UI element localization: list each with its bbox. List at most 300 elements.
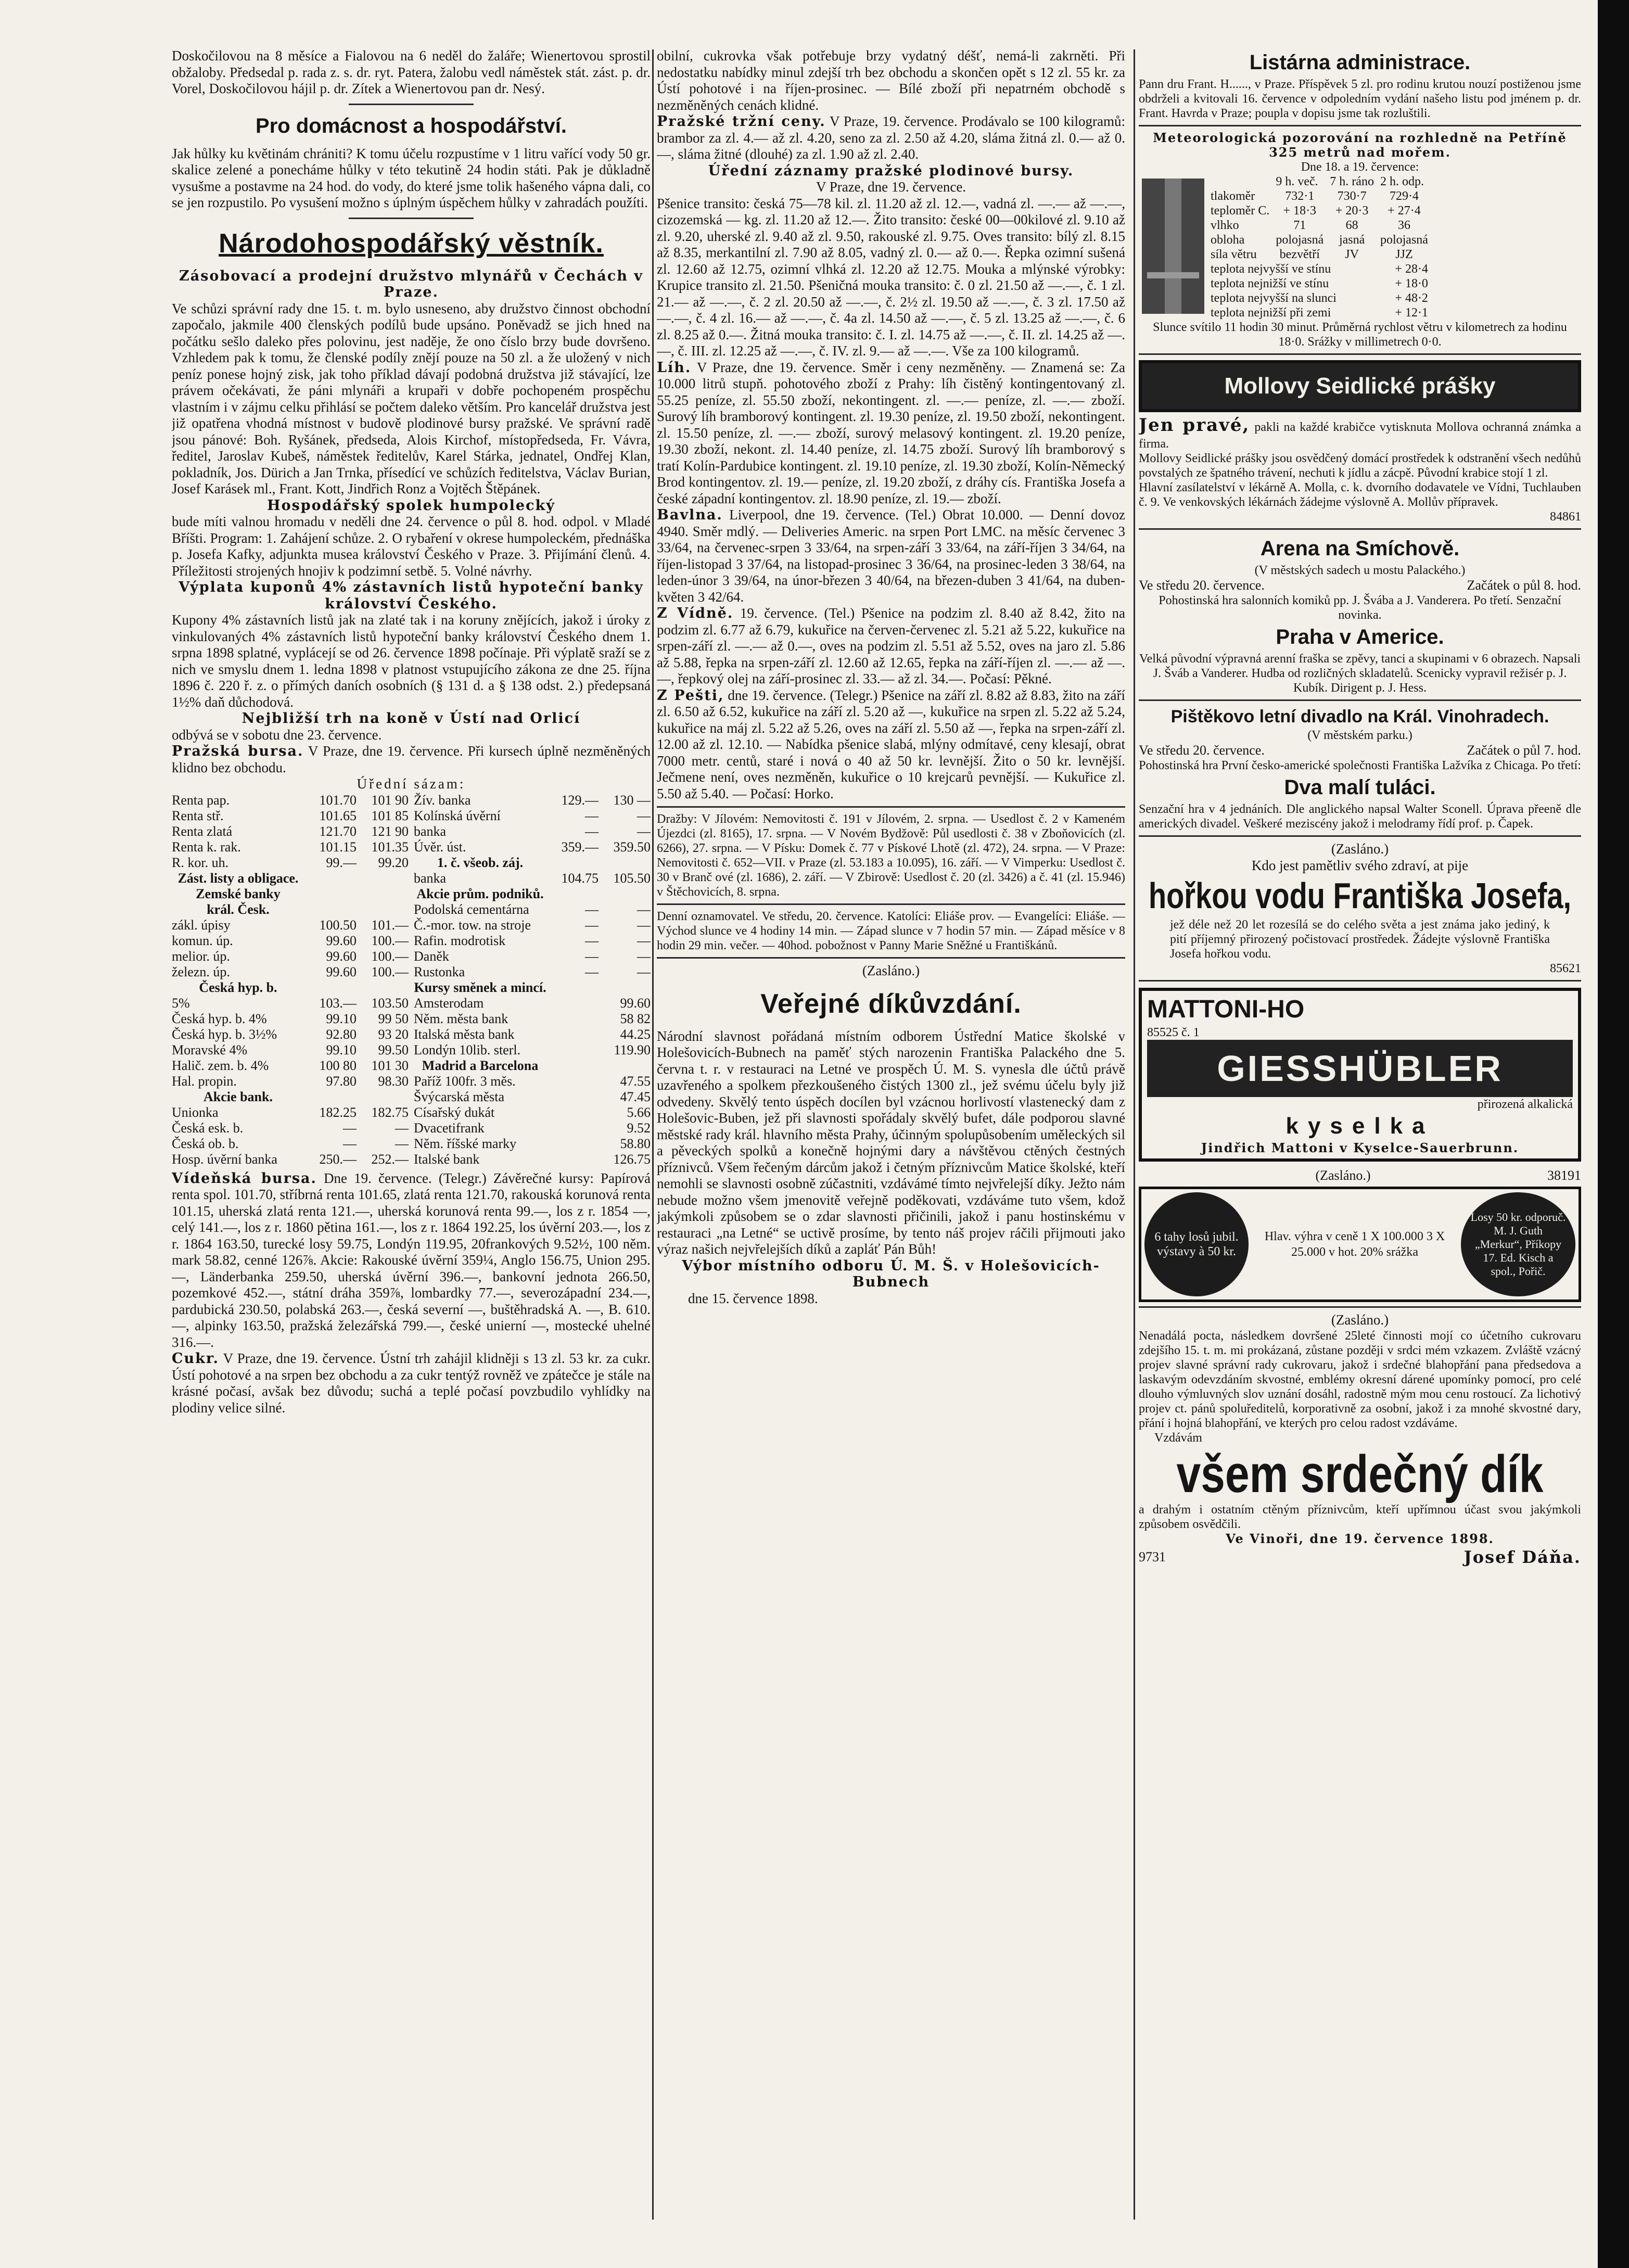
exchange-bid: 99.10 (326, 1011, 357, 1026)
exchange-row (414, 933, 651, 949)
exchange-row (172, 933, 409, 949)
exchange-name: Akcie prům. podniků. (416, 886, 544, 901)
article-listarna: Pann dru Frant. H......, v Praze. Příspěvek 5 zl. pro rodinu krutou nouzí postiženou jsme obdrželi a kvitovali 16. července v odpoledním vydání našeho listu pod jménem p. dr. Frant. Havrda v Praze; poupla v dopisu jsme tak rozluštili. (1139, 78, 1581, 120)
exchange-ask: — (637, 901, 651, 917)
exchange-ask: 100.— (371, 948, 409, 964)
exchange-ask: — (637, 933, 651, 948)
heading-dikuvzdani: Veřejné díkůvzdání. (760, 988, 1022, 1019)
meteo-extreme-row (1207, 276, 1431, 291)
meteo-value: + 27·4 (1388, 204, 1421, 218)
exchange-name: Zemské banky (196, 886, 281, 901)
exchange-name: Česká esk. b. (172, 1120, 244, 1136)
exchange-bid: 103.— (319, 995, 357, 1011)
exchange-name: Kolínská úvěrní (414, 808, 501, 823)
los-left-badge: 6 tahy losů jubil. výstavy à 50 kr. (1144, 1192, 1249, 1296)
exchange-row (414, 980, 651, 996)
exchange-bid: — (343, 1120, 357, 1136)
exchange-ask (357, 902, 409, 918)
pistek-start: Začátek o půl 7. hod. (1467, 743, 1581, 758)
exchange-bid (546, 855, 599, 871)
exchange-ask (599, 855, 651, 871)
exchange-ask: — (637, 823, 651, 839)
meteo-header-cell: 9 h. več. (1276, 175, 1318, 188)
exchange-ask: 101.35 (371, 839, 409, 855)
exchange-row (172, 1011, 409, 1027)
meteo-header-cell: 7 h. ráno (1330, 175, 1374, 188)
moll-pravo: Jen pravé, (1139, 415, 1250, 436)
divider (1139, 1306, 1581, 1308)
arena-text: Pohostinská hra salonních komiků pp. J. Švába a J. Vanderera. Po třetí. Senzační novinka. (1159, 594, 1561, 622)
exchange-bid (304, 980, 357, 996)
exchange-ask: 99.50 (378, 1042, 409, 1057)
exchange-row (414, 1120, 651, 1136)
exchange-bid: 99.60 (326, 948, 357, 964)
horka-text: jež déle než 20 let rozesílá se do celého světa a jest známa jako jediný, k pití příjemný přirozený počistovací prostředek. Žádejte výslovně Františka Josefa hořkou vodu. (1170, 918, 1550, 961)
heading-pistek: Pištěkovo letní divadlo na Král. Vinohradech. (1170, 707, 1549, 727)
exchange-row (172, 886, 409, 902)
dik-small: a drahým i ostatním ctěným příznivcům, kteří upřímnou účast svou jakýmkoli způsobem osvědčili. (1139, 1502, 1581, 1531)
exchange-bid: — (585, 917, 599, 933)
exchange-name: Londýn 10lib. sterl. (414, 1042, 521, 1057)
exchange-bid: — (585, 808, 599, 823)
article-title-cukr: Cukr. (172, 1350, 219, 1367)
divider (657, 957, 1125, 959)
exchange-name: banka (414, 823, 447, 839)
exchange-ask (357, 871, 409, 886)
zaslano-label: (Zasláno.) (862, 963, 920, 978)
exchange-name: Něm. města bank (414, 1011, 508, 1026)
exchange-ask: 105.50 (613, 870, 651, 886)
exchange-ask (599, 1058, 651, 1074)
article-title-trh: Nejbližší trh na koně v Ústí nad Orlicí (241, 710, 581, 727)
exchange-row (414, 1152, 651, 1167)
article-title-plodiny: Úřední záznamy pražské plodinové bursy. (708, 162, 1074, 179)
exchange-bid (546, 1058, 599, 1074)
exchange-name: král. Česk. (207, 901, 270, 917)
exchange-ask: 47.55 (620, 1073, 651, 1089)
meteo-value: JV (1345, 248, 1359, 261)
giesshubler-logo: GIESSHÜBLER (1147, 1040, 1573, 1097)
column-right (1139, 48, 1581, 2223)
exchange-row (414, 1058, 651, 1074)
column-middle (657, 48, 1125, 2223)
article-bavlna: Liverpool, dne 19. července. (Tel.) Obrat 10.000. — Denní dovoz 4940. Směr mdlý. — Deliveries Americ. na srpen Port LMC. na měsíc červenec 3 33/64, na červenec-srpen 3 33/64, na srpen-září 3 33/64, na září-říjen 3 34/64, na říjen-listopad 3 37/64, na listopad-prosinec 3 36/64, na prosinec-leden 3 38/64, na leden-únor 3 39/64, na únor-březen 3 40/64, na březen-duben 3 41/64, na duben-květen 3 42/64. (657, 507, 1125, 605)
exchange-row (172, 902, 409, 918)
exchange-row (172, 1105, 409, 1120)
exchange-bid: — (585, 948, 599, 964)
article-title-druzstvo: Zásobovací a prodejní družstvo mlynářů v Čechách v Praze. (179, 267, 643, 300)
exchange-name: Unionka (172, 1104, 219, 1120)
exchange-bid (546, 1011, 599, 1027)
meteo-row (1207, 189, 1431, 203)
ad-number: 84861 (1550, 510, 1581, 524)
meteo-value: 732·1 (1285, 189, 1315, 203)
exchange-bid (546, 1136, 599, 1152)
moll-text: Mollovy Seidlické prášky jsou osvědčený domácí prostředek k odstranění všech nedůhů povstalých ze špatného trávení, nechuti k jídlu a zácpě. Původní krabice stojí 1 zl. (1139, 452, 1581, 480)
divider (1139, 353, 1581, 355)
exchange-ask: 126.75 (613, 1151, 651, 1167)
los-ad (1139, 1187, 1581, 1302)
meteo-table (1207, 174, 1431, 320)
meteo-block (1139, 174, 1581, 320)
moll-banner: Mollovy Seidlické prášky (1139, 360, 1581, 412)
meteo-value: JJZ (1395, 248, 1413, 261)
exchange-row (414, 1042, 651, 1058)
meteo-extreme-label: teplota nejvyšší ve stínu (1211, 262, 1331, 276)
exchange-bid: 99.60 (326, 933, 357, 948)
exchange-bid: — (585, 933, 599, 948)
exchange-row (172, 839, 409, 855)
exchange-row (414, 1089, 651, 1105)
divider (1139, 835, 1581, 837)
exchange-ask (357, 1089, 409, 1105)
exchange-row (414, 1105, 651, 1120)
article-plodiny: Pšenice transito: česká 75—78 kil. zl. 11.20 až zl. 12.—, vadná zl. —.— až —.—, cizozemská — kg. zl. 11.20 až 12.—. Žito transito: české 00—00kilové zl. 9.10 až zl. 9.20, uherské zl. 9.40 až zl. 9.50, rakouské zl. 9.75. Oves transito: bílý zl. 8.15 až 8.35, merkantilní zl. 7.90 až 8.05, vadný zl. 0.— až 0.—. Řepka ozimní sušená zl. 12.60 až 12.75, ozimní vlhká zl. 12.20 až 12.75. Mouka a mlýnské výrobky: Krupice transito zl. 21.50. Pšeničná mouka transito: č. 0 zl. 21.50 až —.—, č. 1 zl. 21.— až —.—, č. 2 zl. 20.50 až —.—, č. 2½ zl. 19.50 až —.—, č. 3 zl. 17.50 až —.—, č. 4 zl. 16.— až —.—, č. 4a zl. 14.50 až —.—, č. 5 zl. 13.25 až —.—, č. 6 zl. 8.25 až 0.—. Žitná mouka transito: č. I. zl. 14.75 až —.—, č. II. zl. 14.25 až —.—, č. III. zl. 12.25 až —.—, č. IV. zl. 9.— až —.—. Vše za 100 kilogramů. (657, 195, 1125, 359)
exchange-name: Rustonka (414, 964, 465, 979)
exchange-row (414, 949, 651, 964)
exchange-ask: 130 — (613, 792, 651, 808)
section-heading-domacnost: Pro domácnost a hospodářství. (256, 114, 567, 137)
exchange-row (172, 1058, 409, 1074)
exchange-name: Hal. propin. (172, 1073, 237, 1089)
exchange-name: Renta pap. (172, 792, 230, 808)
meteo-extreme-value: + 12·1 (1395, 306, 1428, 320)
vinor-date: Ve Vinoři, dne 19. července 1898. (1226, 1531, 1494, 1546)
exchange-name: Daněk (414, 948, 449, 964)
exchange-row (172, 1120, 409, 1136)
heading-horka-voda: hořkou vodu Františka Josefa, (1148, 875, 1572, 916)
exchange-row (172, 1042, 409, 1058)
article-continuation: obilní, cukrovka však potřebuje brzy vydatný déšť, nemá-li zakrněti. Při nedostatku nabídky minul zdejší trh bez obchodu a skončen opět s 12 zl. 55 kr. za Ústí pohotové i na říjen-prosinec. — Bílé zboží při nepatrném obchodě s nezměněných cenách klidné. (657, 48, 1125, 113)
article-title-pest: Z Pešti, (657, 687, 724, 704)
article-drazby: Dražby: V Jílovém: Nemovitosti č. 191 v Jílovém, 2. srpna. — Usedlost č. 2 v Kameném Újezdci (zl. 8165), 17. srpna. — V Novém Bydžově: Půl usedlosti č. 38 v Zboňovicích (zl. 6266), 27. srpna. — V Písku: Domek č. 77 v Pískové Lhotě (zl. 472), 24. srpna. — V Praze: Nemovitosti č. 652—VII. v Praze (zl. 53.183 a 10.095), 16. září. — V Vimperku: Usedlost č. 30 v Branč ové (zl. 1686), 2. září. — V Zbirově: Usedlost č. 20 (zl. 3426) a č. 41 (zl. 15.946) v Štěchovicích, 8. srpna. (657, 812, 1125, 899)
exchange-row (172, 824, 409, 839)
meteo-extreme-row (1207, 262, 1431, 276)
dikuvzdani-signature: Výbor místního odboru Ú. M. Š. v Holešovicích-Bubnech (682, 1257, 1100, 1290)
meteo-value: jasná (1339, 233, 1365, 247)
pistek-dates (1139, 743, 1581, 758)
exchange-bid: 99.60 (326, 964, 357, 979)
article-videnska: Dne 19. července. (Telegr.) Závěrečné kursy: Papírová renta spol. 101.70, stříbrná renta 101.65, zlatá renta 121.70, rakouská korunová renta 101.15, uherská zlatá renta 121.—, uherská korunová renta 99.—, los z r. 1854 —, celý 141.—, los z r. 1860 pětina 161.—, los z r. 1864 192.25, los úvěrní 203.—, los z r. 1864 163.50, turecké losy 59.75, Londýn 119.95, 20frankových 9.52½, 100 něm. mark 58.82, cenné 126⅞. Akcie: Rakouské úvěrní 359¼, Anglo 156.75, Union 295.—, Länderbanka 259.50, uherská úvěrní 396.—, bankovní jednota 266.50, pozemkové 452.—, státní dráha 359⅞, lombardky 77.—, severozápadní 234.—, pardubická 230.50, polabská 263.—, česká severní —, buštěhradská A. —, B. 610.—, alpinky 163.50, pražská železářská 799.—, české unierní —, mostecké uhelné 316.—. (172, 1170, 651, 1350)
article-viden: 19. července. (Tel.) Pšenice na podzim zl. 8.40 až 8.42, žito na podzim zl. 6.77 až 6.79, kukuřice na červen-červenec zl. 5.21 až 5.22, kukuřice na srpen-září zl. —.— až 0.—, oves na podzim zl. 5.51 až 5.52, oves na jaro zl. 5.86 až 5.88, řepka na srpen-září zl. 12.60 až 12.65, řepka na září-říjen zl. —.— až —.—, řepkový olej na září-prosinec zl. 33.— až zl. 34.—. Počasí: Pěkné. (657, 605, 1125, 686)
exchange-bid (304, 886, 357, 902)
praha-text: Velká původní výpravná arenní fraška se zpěvy, tanci a skupinami v 6 obrazech. Napsali J. Šváb a Vanderer. Hudba od rozličných skladatelů. Scenicky vypravil režisér p. J. Kubík. Dirigent p. J. Hess. (1139, 652, 1581, 695)
exchange-name: Halič. zem. b. 4% (172, 1057, 269, 1073)
ad-number: 9731 (1139, 1549, 1166, 1564)
exchange-name: melior. úp. (172, 948, 230, 964)
exchange-name: Kursy směnek a mincí. (414, 979, 546, 995)
article-pest: dne 19. července. (Telegr.) Pšenice na září zl. 8.82 až 8.83, žito na září zl. 6.50 až 6.52, kukuřice na září zl. 5.20 až —, kukuřice na srpen zl. 5.22 až 5.24, kukuřice na máj zl. 5.22 až 5.26, oves na září zl. 5.50 až —, řepka na srpen-září zl. 12.00 až zl. 12.10. — Nabídka pšenice slabá, mlýny odmítavé, ceny klesají, obrat 7000 metr. centů, staré i nová o 40 až 50 kr. levnější. Žito o 50 kr. levnější. Ječmene není, oves nezměněn, kukuřice o 10 krejcarů pevnější. — Kukuřice zl. 5.50 až 5.40. — Počasí: Horko. (657, 687, 1125, 801)
article-hulky: Jak hůlky ku květinám chrániti? K tomu účelu rozpustíme v 1 litru vařící vody 50 gr. skalice zelené a ponecháme hůlky v této tekutině 24 hodin státi. Pak je důkladně vysušme a postavme na 24 hod. do vody, do které jsme tolik hašeného vápna dali, co se jen rozpustilo. Po vysušení možno s úplným úspěchem hůlky v zahradách použíti. (172, 145, 651, 210)
article-spolek: bude míti valnou hromadu v neděli dne 24. července o půl 8. hod. odpol. v Mladé Bříšti. Program: 1. Zahájení schůze. 2. O rybaření v okrese humpoleckém, přednáška p. Josefa Kafky, adjunkta musea království Českého v Praze. 3. Přijímání členů. 4. Příležitosti strojených hnojiv k podzimní setbě. 5. Volné návrhy. (172, 514, 651, 579)
exchange-bid: 101.70 (319, 792, 357, 808)
exchange-ask: 101.— (371, 917, 409, 933)
exchange-name: Úvěr. úst. (414, 839, 466, 855)
exchange-ask: 359.50 (613, 839, 651, 855)
exchange-row (414, 1027, 651, 1042)
scan-edge (1598, 0, 1629, 2268)
exchange-ask: 182.75 (371, 1104, 409, 1120)
exchange-ask: — (637, 948, 651, 964)
meteo-date: Dne 18. a 19. července: (1301, 160, 1419, 174)
exchange-ask: 101 30 (371, 1057, 409, 1073)
exchange-row (172, 980, 409, 996)
meteo-value: 36 (1397, 219, 1410, 232)
exchange-bid (546, 1074, 599, 1089)
heading-arena: Arena na Smíchově. (1260, 537, 1460, 560)
meteo-extreme-row (1207, 291, 1431, 305)
article-lih: V Praze, dne 19. července. Směr i ceny nezměněny. — Znamená se: Za 10.000 litrů stupň. pohotového zboží z Prahy: líh čistěný kontingentovaný zl. 55.25 peníze, zl. 55.50 zboží, nekontingent. zl. —.— peníze, zl. —.— zboží. Surový líh bramborový kontingent. zl. 19.30 peníze, zl. 19.50 zboží, nekontingent. zl. 15.50 peníze, zl. —.— zboží, surový melasový kontingent. zl. 19.20 peníze, 19.30 zboží, nekont. zl. 14.40 peníze, zl. 14.75 zboží. Surový líh bramborový s tratí Kolín-Pardubice kontingent. zl. 19.10 peníze, zl. 19.30 zboží, Kolín-Německý Brod kontingentov. zl. 19.— peníze, zl. 19.20 zboží, z dráhy cís. Františka Josefa a české západní kontingentov. zl. 18.90 peníze, zl. 19.— zboží. (657, 359, 1125, 506)
exchange-bid: 99.— (326, 855, 357, 870)
article-trh: odbývá se v sobotu dne 23. července. (172, 727, 382, 743)
exchange-ask (357, 980, 409, 996)
tulaci-text: Senzační hra v 4 jednáních. Dle anglického napsal Walter Sconell. Úprava přeeně dle amerických divadel. Veškeré meziscény jakož i melodramy řídí prof. p. Čapek. (1139, 802, 1581, 831)
meteo-header-row (1207, 174, 1431, 189)
exchange-row (172, 808, 409, 824)
zaslano-row (1139, 1168, 1581, 1183)
exchange-row (172, 949, 409, 964)
court-report-ending: Doskočilovou na 8 měsíce a Fialovou na 6 neděl do žaláře; Wienertovou sprostil obžaloby. Předsedal p. rada z. s. dr. ryt. Patera, žalobu vedl náměstek stát. zást. p. dr. Vorel, Doskočilovou hájil p. dr. Zítek a Wienertovou pan dr. Nesý. (172, 48, 651, 96)
exchange-name: Italská města bank (414, 1026, 515, 1042)
meteo-value: polojasná (1380, 233, 1428, 247)
column-divider (1134, 49, 1135, 2220)
exchange-name: Žív. banka (414, 792, 471, 808)
kyselka-label: kyselka (1286, 1113, 1434, 1139)
exchange-ask: 58 82 (620, 1011, 651, 1026)
meteo-extreme-label: teplota nejvyšší na slunci (1211, 291, 1337, 305)
exchange-name: Česká hyp. b. 3½% (172, 1026, 277, 1042)
exchange-row (414, 1136, 651, 1152)
ad-number: 38191 (1547, 1168, 1581, 1183)
exchange-bid: 250.— (319, 1151, 357, 1167)
exchange-row (414, 793, 651, 808)
exchange-name: Rafin. modrotisk (414, 933, 506, 948)
meteo-label: teploměr C. (1211, 204, 1270, 218)
exchange-name: Akcie bank. (203, 1089, 273, 1104)
exchange-ask: 121 90 (371, 823, 409, 839)
exchange-row (172, 964, 409, 980)
petrin-tower-icon (1142, 179, 1204, 314)
article-vyplata: Kupony 4% zástavních listů jak na zlaté tak i na koruny znějících, jakož i úroky z vinkulovaných 4% zástavních listů hypoteční banky království Českého dnem 1. srpna 1898 splatné, vyplácejí se od 26. července 1898 počínaje. Při výplatě sraží se z nich ve smyslu dnem 1. ledna 1898 v platnost vstupujícího zákona ze dne 25. října 1896 č. 220 ř. z. o přímých daních osobních (§ 131 d. a § 138 odst. 2.) předepsaná 1½% daň důchodová. (172, 612, 651, 710)
pistek-sub: (V městském parku.) (1307, 729, 1412, 742)
meteo-row (1207, 203, 1431, 218)
zaslano-label: (Zasláno.) (1331, 841, 1389, 857)
meteo-extreme-value: + 18·0 (1395, 277, 1428, 290)
exchange-bid: 101.65 (319, 808, 357, 823)
exchange-ask: 99 50 (378, 1011, 409, 1026)
heading-listarna: Listárna administrace. (1249, 51, 1471, 74)
exchange-ask: 101 90 (371, 792, 409, 808)
exchange-ask: 100.— (371, 964, 409, 979)
uredni-label: Úřední sázam: (357, 776, 466, 792)
exchange-name: Paříž 100fr. 3 měs. (414, 1073, 516, 1089)
meteo-value: + 20·3 (1335, 204, 1369, 218)
exchange-row (414, 1011, 651, 1027)
exchange-ask: 100.— (371, 933, 409, 948)
meteo-extreme-row (1207, 305, 1431, 320)
exchange-ask (357, 886, 409, 902)
exchange-row (172, 1074, 409, 1089)
exchange-row (172, 1152, 409, 1167)
article-title-videnska: Vídeňská bursa. (172, 1170, 317, 1187)
exchange-ask: 99.60 (620, 995, 651, 1011)
exchange-bid (304, 1089, 357, 1105)
divider (1139, 699, 1581, 701)
pistek-text: Pohostinská hra První česko-americké společnosti Františka Lažvíka z Chicaga. Po třetí: (1139, 759, 1581, 772)
arena-start: Začátek o půl 8. hod. (1467, 578, 1581, 593)
exchange-name: Č.-mor. tow. na stroje (414, 917, 531, 933)
exchange-ask (599, 980, 651, 996)
exchange-name: Renta k. rak. (172, 839, 241, 855)
zaslano-label: (Zasláno.) (1315, 1168, 1371, 1183)
column-left (172, 48, 651, 2223)
divider (657, 903, 1125, 905)
exchange-row (414, 808, 651, 824)
exchange-bid: 104.75 (561, 870, 599, 886)
exchange-bid: 100.50 (319, 917, 357, 933)
vzdavam-label: Vzdávám (1154, 1431, 1202, 1445)
exchange-row (414, 886, 651, 902)
mattoni-ad (1139, 988, 1581, 1162)
exchange-name: Italské bank (414, 1151, 480, 1167)
exchange-name: Renta zlatá (172, 823, 233, 839)
divider (1139, 528, 1581, 530)
exchange-ask: 99.20 (378, 855, 409, 870)
mattoni-number: 85525 č. 1 (1147, 1026, 1200, 1039)
meteo-extreme-label: teplota nejnižší při zemi (1211, 306, 1331, 320)
divider (1139, 980, 1581, 982)
ad-number: 85621 (1550, 962, 1581, 975)
exchange-bid (304, 902, 357, 918)
exchange-row (172, 793, 409, 808)
exchange-ask: — (395, 1120, 409, 1136)
heading-srdecny-dik: všem srdečný dík (1176, 1444, 1544, 1503)
column-divider (652, 49, 654, 2220)
zaslano-label: (Zasláno.) (1331, 1312, 1389, 1328)
meteo-label: síla větru (1211, 248, 1257, 261)
arena-date: Ve středu 20. července. (1139, 578, 1265, 593)
exchange-bid (546, 886, 599, 902)
exchange-name: Hosp. úvěrní banka (172, 1151, 277, 1167)
exchange-bid: 359.— (561, 839, 599, 855)
exchange-ask: 103.50 (371, 995, 409, 1011)
exchange-ask: — (637, 808, 651, 823)
divider (657, 806, 1125, 808)
article-dikuvzdani: Národní slavnost pořádaná místním odborem Ústřední Matice školské v Holešovicích-Bubnech na paměť stých narozenin Františka Palackého dne 5. června t. r. v restauraci na Letné ve prospěch Ú. M. S. vynesla dle účtů právě uzavřeného a spolkem přezkoušeného čistých 1300 zl., jež svému účelu byly již odvedeny. Skvělý tento úspěch docílen byl vzácnou horlivostí vlastenecký dam z Holešovic-Buben, jež při slavnosti spořádaly skvělý bufet, dále podporou slavné městské rady král. hlavního města Prahy, účinným spolupůsobením uměleckých sil a pěveckých spolků a konečně hojnými dary a návštěvou ctěných čestných příznivců. Všem řečeným dárcům jakož i četným příznivcům Matice školské, kteří nemohli se slavnosti osobně zúčastniti, vzdávámé tímto nejvřelejší díky. Ježto nám nebude možno všem jmenovitě veřejně poděkovati, vzdáváme tuto všem, kdož jakýmkoli způsobem se o zdar slavnosti přičinili, jakož i panu hostinskému v restauraci „na Letné“ se uctivě prosíme, by tento náš projev ráčili přijmouti jako výraz našich nejvřelejších díků a zapláť Pán Bůh! (657, 1028, 1125, 1257)
exchange-bid (304, 871, 357, 886)
meteo-header-cell: 2 h. odp. (1380, 175, 1424, 188)
exchange-ask: — (637, 964, 651, 979)
exchange-name: 5% (172, 995, 190, 1011)
exchange-row (414, 824, 651, 839)
divider (349, 104, 474, 105)
exchange-name: Amsterodam (414, 995, 484, 1011)
exchange-bid: 182.25 (319, 1104, 357, 1120)
dikuvzdani-date: dne 15. července 1898. (688, 1290, 818, 1306)
exchange-row (172, 1136, 409, 1152)
article-denni: Denní oznamovatel. Ve středu, 20. července. Katolíci: Eliáše prov. — Evangelíci: Eliáše. — Východ slunce ve 4 hodiny 14 min. — Západ slunce v 7 hodin 57 min. — Západ měsíce v 8 hodin 29 min. večer. — 40hod. pobožnost v Panny Marie Sněžné u Františkánů. (657, 910, 1125, 952)
exchange-name: Císařský dukát (414, 1104, 495, 1120)
exchange-ask: 119.90 (614, 1042, 651, 1057)
exchange-name: Dvacetifrank (414, 1120, 485, 1136)
exchange-ask: 58.80 (620, 1136, 651, 1151)
exchange-name: Moravské 4% (172, 1042, 248, 1057)
exchange-table-right (414, 793, 651, 1167)
exchange-row (172, 1027, 409, 1042)
los-mid: Hlav. výhra v ceně 1 X 100.000 3 X 25.000 v hot. 20% srážka (1264, 1230, 1445, 1259)
exchange-table-left (172, 793, 409, 1167)
meteo-label: vlhko (1211, 219, 1239, 232)
exchange-bid: — (585, 823, 599, 839)
meteo-value: bezvětří (1279, 248, 1320, 261)
heading-tulaci: Dva malí tuláci. (1284, 776, 1436, 799)
exchange-ask: 252.— (371, 1151, 409, 1167)
exchange-bid: 100 80 (319, 1057, 357, 1073)
exchange-ask: 5.66 (627, 1104, 651, 1120)
arena-dates (1139, 578, 1581, 593)
plodiny-date: V Praze, dne 19. července. (816, 179, 966, 195)
article-title-trzni: Pražské tržní ceny. (657, 113, 826, 130)
moll-footer: Hlavní zasílatelství v lékárně A. Molla, c. k. dvorního dodavatele ve Vídni, Tuchlauben č. 9. Ve venkovských lékárnách žádejme výslovně A. Mollův přípravek. (1139, 481, 1581, 509)
meteo-label: tlakoměr (1211, 189, 1255, 203)
meteo-value: polojasná (1276, 233, 1324, 247)
exchange-row (172, 855, 409, 871)
divider (1139, 125, 1581, 126)
exchange-tables (172, 793, 651, 1167)
exchange-bid: 129.— (561, 792, 599, 808)
exchange-bid (546, 996, 599, 1011)
exchange-ask: 101 85 (371, 808, 409, 823)
meteo-label: obloha (1211, 233, 1245, 247)
meteo-extreme-value: + 28·4 (1395, 262, 1428, 276)
signature: Josef Dáňa. (1463, 1547, 1581, 1567)
exchange-row (414, 871, 651, 886)
meteo-row (1207, 247, 1431, 262)
exchange-name: Zást. listy a obligace. (177, 870, 299, 886)
exchange-row (414, 964, 651, 980)
exchange-bid (546, 1152, 599, 1167)
pistek-date: Ve středu 20. července. (1139, 743, 1265, 758)
section-heading-vestnik: Národohospodářský věstník. (219, 228, 604, 259)
exchange-bid: 121.70 (319, 823, 357, 839)
exchange-name: Podolská cementárna (414, 901, 529, 917)
exchange-row (172, 1089, 409, 1105)
exchange-bid: 92.80 (326, 1026, 357, 1042)
article-title-lih: Líh. (657, 359, 692, 376)
exchange-name: Česká ob. b. (172, 1136, 239, 1151)
exchange-name: 1. č. všeob. záj. (437, 855, 524, 870)
article-title-bursa: Pražská bursa. (172, 743, 304, 759)
exchange-ask: — (395, 1136, 409, 1151)
exchange-name: komun. úp. (172, 933, 233, 948)
exchange-ask: 44.25 (620, 1026, 651, 1042)
meteo-value: + 18·3 (1283, 204, 1317, 218)
exchange-name: R. kor. uh. (172, 855, 229, 870)
exchange-name: banka (414, 870, 447, 886)
article-trzni: V Praze, 19. července. Prodávalo se 100 kilogramů: brambor za zl. 4.— až zl. 4.20, seno za zl. 2.50 až 4.20, sláma žitná zl. 0.— až 0.—, sláma žitné (dlouhé) za zl. 1.90 až zl. 2.40. (657, 113, 1125, 162)
exchange-bid (546, 1120, 599, 1136)
article-title-viden: Z Vídně. (657, 605, 734, 621)
exchange-name: zákl. úpisy (172, 917, 231, 933)
exchange-bid: — (585, 964, 599, 979)
meteo-extreme-value: + 48·2 (1395, 291, 1428, 305)
exchange-row (172, 871, 409, 886)
article-title-vyplata: Výplata kuponů 4% zástavních listů hypoteční banky království Českého. (179, 579, 644, 612)
meteo-footer: Slunce svítilo 11 hodin 30 minut. Průměrná rychlost větru v kilometrech za hodinu 18·0. Srážky v millimetrech 0·0. (1153, 321, 1567, 349)
exchange-name: Renta stř. (172, 808, 224, 823)
exchange-ask: 47.45 (620, 1089, 651, 1104)
exchange-row (172, 996, 409, 1011)
